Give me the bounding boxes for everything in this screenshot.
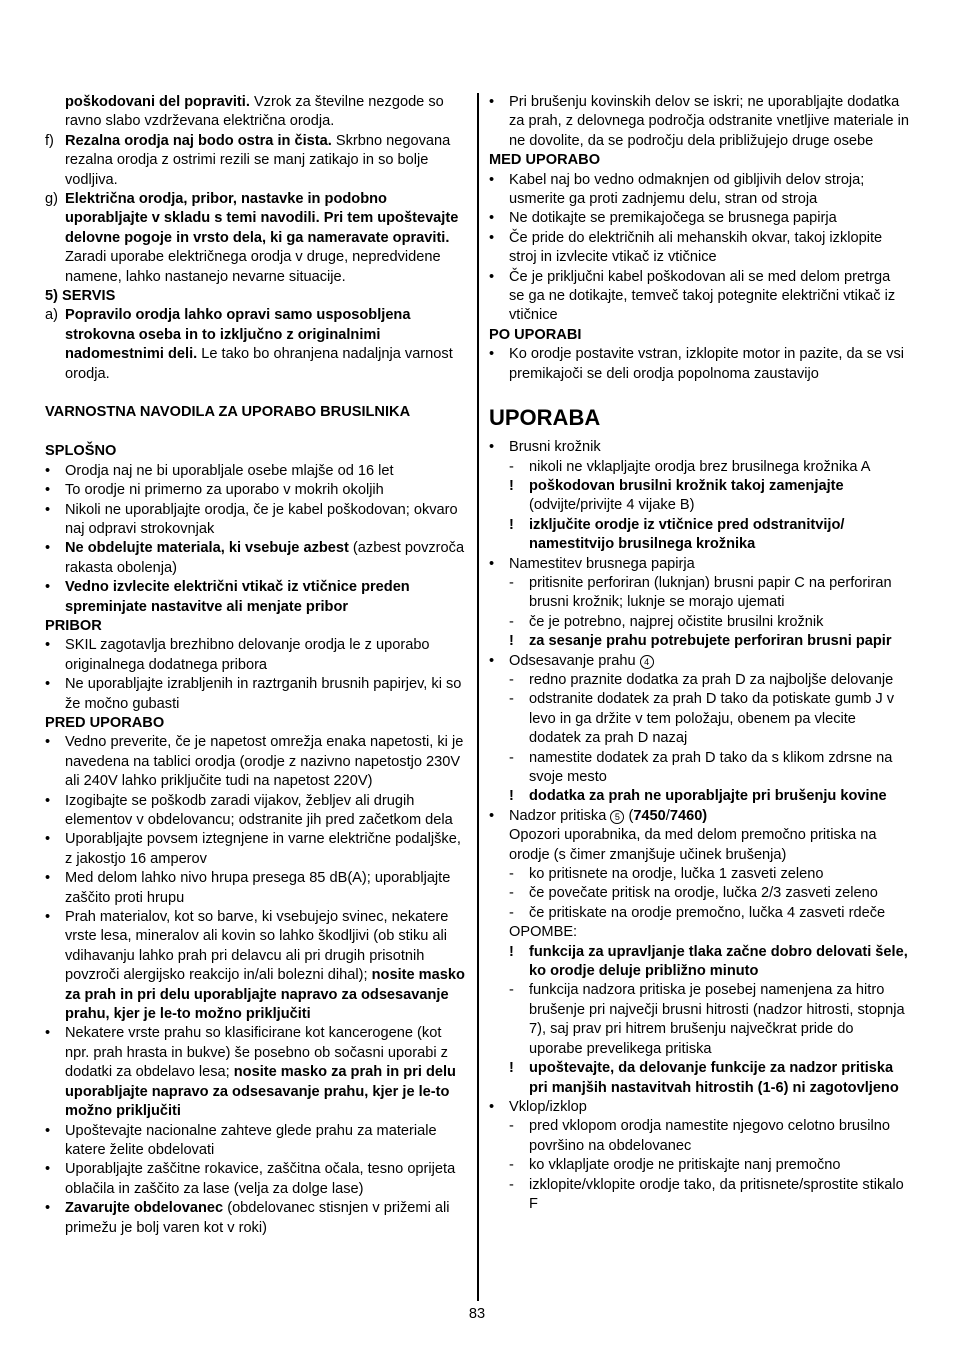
spacer <box>45 423 467 442</box>
right-column <box>489 93 909 1214</box>
list-item <box>45 539 467 578</box>
list-item <box>489 1098 909 1117</box>
item-marker: • <box>45 579 51 596</box>
sub-list-item <box>509 613 909 632</box>
text: Nekatere vrste prahu so klasificirane kot kancerogene (kot npr. prah hrasta in bukve) še posebno ob sočasni uporabi z dodatki za obdelavo lesa; <box>65 1025 448 1081</box>
text: OPOMBE: <box>509 924 578 941</box>
bold-text: funkcija za upravljanje tlaka začne dobro delovati šele, ko orodje deluje približno minuto <box>529 943 908 980</box>
text: funkcija nadzora pritiska je posebej namenjena za hitro brušenje pri največji brusni hitrosti (nadzor hitrosti, stopnja 7), saj prav pri hitrem brušenju največkrat pride do uporabe prevelikega pritiska <box>529 982 905 1057</box>
warning-item <box>509 787 909 806</box>
item-marker: g) <box>45 191 58 208</box>
list-item <box>45 501 467 540</box>
item-marker: - <box>509 885 514 902</box>
section-heading: PRIBOR <box>45 617 102 634</box>
item-marker: - <box>509 1157 514 1174</box>
list-item <box>489 268 909 326</box>
text: Upoštevajte nacionalne zahteve glede prahu za materiale katere želite obdelovati <box>65 1122 437 1158</box>
item-marker: • <box>45 637 51 654</box>
text: namestite dodatek za prah D tako da s klikom zdrsne na svoje mesto <box>529 749 893 785</box>
item-text <box>529 633 892 649</box>
text: Če pride do električnih ali mehanskih okvar, takoj izklopite stroj in izvlecite vtikač iz vtičnice <box>509 229 883 266</box>
text: Uporabljajte zaščitne rokavice, zaščitna očala, tesno oprijeta oblačila in zaščito za lase (velja za dolge lase) <box>65 1161 456 1197</box>
text: ( <box>624 807 634 824</box>
text: Vzrok za številne nezgode so ravno slabo vzdrževana električna orodja. <box>65 94 444 130</box>
text: ko vklapljate orodje ne pritiskajte nanj premočno <box>529 1157 841 1174</box>
item-text <box>529 1060 899 1095</box>
text: Če je priključni kabel poškodovan ali se med delom pretrga se ga ne dotikajte, temveč takoj potegnite električni vtikač iz vtičnice <box>509 268 896 324</box>
sub-list-item <box>509 749 909 788</box>
item-marker: ! <box>509 943 514 960</box>
text: Nikoli ne uporabljajte orodja, če je kabel poškodovan; okvaro naj odpravi strokovnjak <box>65 501 458 537</box>
section-heading: PRED UPORABO <box>45 714 165 731</box>
item-marker: • <box>45 1200 51 1217</box>
bold-text: nosite masko za prah in pri delu uporabljajte napravo za odsesavanje prahu, kjer je le-to možno priključiti <box>65 967 465 1023</box>
warning-item <box>509 632 909 651</box>
item-text <box>65 909 465 1022</box>
item-marker: - <box>509 904 514 921</box>
item-marker: • <box>45 1122 51 1139</box>
bold-text: izključite orodje iz vtičnice pred odstranitvijo/ namestitvijo brusilnega krožnika <box>529 516 845 553</box>
section-heading: 5) SERVIS <box>45 288 116 305</box>
item-text <box>509 653 654 669</box>
list-item <box>489 923 909 942</box>
item-marker: • <box>489 346 495 363</box>
text: pritisnite perforiran (luknjan) brusni papir C na perforiran brusni krožnik; luknje se morajo ujemati <box>529 574 892 611</box>
list-item <box>489 171 909 210</box>
sub-list-item <box>509 671 909 690</box>
item-marker: - <box>509 574 514 591</box>
list-item <box>489 555 909 574</box>
text: pred vklopom orodja namestite njegovo celotno brusilno površino na obdelovanec <box>529 1118 891 1154</box>
item-text <box>65 1200 449 1235</box>
item-text <box>65 637 430 672</box>
item-marker: • <box>45 831 51 848</box>
bold-text: nosite masko za prah in pri delu uporabljajte napravo za odsesavanje prahu, kjer je le-to možno priključiti <box>65 1064 456 1120</box>
item-text <box>65 870 450 905</box>
item-text <box>65 482 384 498</box>
text: Ne dotikajte se premikajočega se brusnega papirja <box>509 210 837 227</box>
item-marker: • <box>45 1025 51 1042</box>
item-marker: • <box>489 268 495 285</box>
item-text <box>509 94 909 149</box>
text: Nadzor pritiska <box>509 807 611 824</box>
bold-text: Električna orodja, pribor, nastavke in podobno uporabljajte v skladu s temi navodili. Pri tem upoštevajte delovne pogoje in vrsto dela, ki ga nameravate opraviti. <box>65 191 459 246</box>
item-text <box>529 517 844 552</box>
text: Prah materialov, kot so barve, ki vsebujejo svinec, nekatere vrste lesa, mineralov ali kovin so lahko škodljivi (ob stiku ali vdihavanju lahko prah pri delavcu ali pri drugih prisotnih povzroči alergijsko reakcijo in/ali bolezni dihal); <box>65 909 449 984</box>
list-item <box>45 1024 467 1121</box>
item-text <box>509 269 895 324</box>
section-heading: PO UPORABI <box>489 326 582 343</box>
item-text <box>65 831 461 866</box>
text: Opozori uporabnika, da med delom premočno pritiska na orodje (s čimer zmanjšuje učinek brušenja) <box>509 827 877 863</box>
item-text <box>509 210 837 226</box>
list-item <box>489 345 909 384</box>
item-text <box>529 1177 904 1212</box>
section-heading: SPLOŠNO <box>45 443 117 460</box>
item-text <box>65 1025 456 1119</box>
item-text <box>65 540 464 575</box>
list-item <box>45 733 467 791</box>
list-item <box>489 93 909 151</box>
item-marker: • <box>489 171 495 188</box>
text: Namestitev brusnega papirja <box>509 555 695 572</box>
bold-text: Rezalna orodja naj bodo ostra in čista. <box>65 132 332 149</box>
warning-item <box>509 1059 909 1098</box>
item-text <box>529 459 871 475</box>
text: če povečate pritisk na orodje, lučka 2/3 zasveti zeleno <box>529 885 878 902</box>
text: Le tako bo ohranjena nadaljnja varnost orodja. <box>65 346 453 382</box>
item-marker: • <box>45 734 51 751</box>
bold-text: 7460) <box>669 807 708 824</box>
item-marker: a) <box>45 307 58 324</box>
text: / <box>665 807 670 824</box>
item-marker: ! <box>509 1060 514 1077</box>
item-marker: • <box>45 501 51 518</box>
list-item <box>45 636 467 675</box>
bold-text: Vedno izvlecite električni vtikač iz vtičnice preden spreminjate nastavitve ali menjate pribor <box>65 579 410 615</box>
chapter-title: UPORABA <box>489 405 601 431</box>
bold-text: poškodovan brusilni krožnik takoj zamenjajte <box>529 477 844 494</box>
item-text <box>65 94 444 129</box>
list-item <box>489 229 909 268</box>
item-marker: - <box>509 1176 514 1193</box>
item-text <box>529 1118 890 1153</box>
sub-list-item <box>509 981 909 1059</box>
left-column <box>45 93 467 1238</box>
text: Vedno preverite, če je napetost omrežja enaka napetosti, ki je navedena na tablici orodja (orodje z nazivno napetostjo 230V ali 240V lahko priključite tudi na napetost 220V) <box>65 734 464 790</box>
item-text <box>509 346 904 381</box>
item-text <box>529 944 908 979</box>
item-marker: ! <box>509 633 514 650</box>
bold-text: Popravilo orodja lahko opravi samo usposobljena strokovna oseba in to izključno z originalnimi nadomestnimi deli. <box>65 307 411 363</box>
item-marker: • <box>489 439 495 456</box>
item-marker: • <box>489 210 495 227</box>
item-text <box>529 691 894 746</box>
list-item <box>45 869 467 908</box>
bold-text: 7450 <box>633 807 666 824</box>
warning-item <box>509 943 909 982</box>
bold-text: Ne obdelujte materiala, ki vsebuje azbest <box>65 540 349 557</box>
item-marker: • <box>45 792 51 809</box>
sub-list-item <box>509 865 909 884</box>
column-divider <box>477 93 479 1301</box>
list-item <box>45 306 467 384</box>
sub-list-item <box>509 574 909 613</box>
item-marker: - <box>509 1118 514 1135</box>
item-marker: ! <box>509 788 514 805</box>
item-text <box>65 734 463 789</box>
item-marker: • <box>45 540 51 557</box>
text: Brusni krožnik <box>509 439 601 456</box>
item-marker: ! <box>509 477 514 494</box>
item-text <box>65 191 458 285</box>
bold-text: Zavarujte obdelovanec <box>65 1200 224 1217</box>
text: Kabel naj bo vedno odmaknjen od gibljivih delov stroja; usmerite ga proti zadnjemu delu, stran od stroja <box>509 171 865 208</box>
list-item <box>45 462 467 481</box>
item-text <box>509 827 876 862</box>
bold-text: za sesanje prahu potrebujete perforiran brusni papir <box>529 633 892 650</box>
item-marker: - <box>509 691 514 708</box>
item-text <box>65 502 458 537</box>
item-text <box>529 614 823 630</box>
list-item <box>45 190 467 287</box>
item-marker: - <box>509 749 514 766</box>
list-item <box>45 675 467 714</box>
text: Orodja naj ne bi uporabljale osebe mlajše od 16 let <box>65 462 394 479</box>
text: Pri brušenju kovinskih delov se iskri; ne uporabljajte dodatka za prah, z delovnega področja odstranite vnetljive materiale in ne dovolite, da se področju dela približujejo druge osebe <box>509 94 909 149</box>
item-text <box>529 478 844 513</box>
list-item <box>45 481 467 500</box>
bold-text: poškodovani del popraviti. <box>65 94 250 110</box>
bold-text: upoštevajte, da delovanje funkcije za nadzor pritiska pri manjših nastavitvah hitrostih (1-6) ni zagotovljeno <box>529 1060 899 1096</box>
item-text <box>65 676 461 711</box>
sub-list-item <box>509 884 909 903</box>
list-item <box>45 1122 467 1161</box>
list-item <box>489 438 909 457</box>
sub-list-item <box>509 458 909 477</box>
text: če pritiskate na orodje premočno, lučka 4 zasveti rdeče <box>529 904 886 921</box>
item-text <box>509 172 864 207</box>
item-marker: • <box>489 229 495 246</box>
item-marker: f) <box>45 132 54 149</box>
item-marker: ! <box>509 516 514 533</box>
item-text <box>509 230 882 265</box>
sub-list-item <box>509 1117 909 1156</box>
spacer <box>45 384 467 403</box>
sub-list-item <box>509 690 909 748</box>
item-text <box>509 808 707 824</box>
warning-item <box>509 477 909 516</box>
item-marker: • <box>45 909 51 926</box>
item-text <box>65 307 453 381</box>
item-text <box>65 579 410 614</box>
item-marker: - <box>509 458 514 475</box>
sub-list-item <box>509 1156 909 1175</box>
item-marker: • <box>489 1098 495 1115</box>
text: Vklop/izklop <box>509 1098 587 1115</box>
item-marker: - <box>509 613 514 630</box>
item-marker: • <box>45 676 51 693</box>
item-text <box>529 788 887 804</box>
item-text <box>509 439 601 455</box>
item-text <box>529 905 885 921</box>
item-marker: - <box>509 866 514 883</box>
text: SKIL zagotavlja brezhibno delovanje orodja le z uporabo originalnega dodatnega pribora <box>65 637 430 673</box>
item-text <box>509 924 577 940</box>
item-text <box>65 1161 455 1196</box>
item-text <box>529 575 892 610</box>
item-marker: • <box>489 94 495 110</box>
item-marker: - <box>509 982 514 999</box>
sub-list-item <box>509 904 909 923</box>
item-marker: - <box>509 671 514 688</box>
text: (odvijte/privijte 4 vijake B) <box>529 497 695 514</box>
item-text <box>65 463 394 479</box>
list-item <box>45 830 467 869</box>
item-marker: • <box>489 807 495 824</box>
text: nikoli ne vklapljajte orodja brez brusilnega krožnika A <box>529 458 871 475</box>
item-marker: • <box>45 870 51 887</box>
section-heading: MED UPORABO <box>489 152 601 169</box>
text: Zaradi uporabe električnega orodja v druge, nepredvidene namene, lahko nastanejo nevarne situacije. <box>65 249 441 285</box>
list-item <box>489 826 909 865</box>
sub-list-item <box>509 1176 909 1215</box>
item-text <box>529 750 892 785</box>
item-text <box>529 866 823 882</box>
item-marker: • <box>45 462 51 479</box>
list-item <box>489 209 909 228</box>
item-text <box>65 133 450 188</box>
text: (obdelovanec stisnjen v prižemi ali primežu je bolj varen kot v roki) <box>65 1200 450 1236</box>
list-item <box>45 93 467 132</box>
text: Izogibajte se poškodb zaradi vijakov, žebljev ali drugih elementov v obdelovancu; odstranite jih pred začetkom dela <box>65 792 453 828</box>
text: Odsesavanje prahu <box>509 652 640 669</box>
item-text <box>509 556 695 572</box>
text: To orodje ni primerno za uporabo v mokrih okoljih <box>65 482 384 499</box>
text: odstranite dodatek za prah D tako da potiskate gumb J v levo in ga držite v tem položaju, obenem pa vlecite dodatek za prah D nazaj <box>529 691 895 747</box>
item-text <box>529 1157 841 1173</box>
text: Ne uporabljajte izrabljenih in raztrganih brusnih papirjev, ki so že močno gubasti <box>65 676 462 712</box>
item-text <box>65 1123 437 1158</box>
page-number: 83 <box>468 1306 486 1322</box>
text: Skrbno negovana rezalna orodja z ostrimi rezili se manj zatikajo in so bolje vodljiva. <box>65 132 451 188</box>
text: če je potrebno, najprej očistite brusilni krožnik <box>529 613 824 630</box>
text: Med delom lahko nivo hrupa presega 85 dB(A); uporabljajte zaščito proti hrupu <box>65 870 451 906</box>
item-marker: • <box>489 555 495 572</box>
list-item <box>45 1160 467 1199</box>
list-item <box>489 807 909 826</box>
list-item <box>45 578 467 617</box>
item-marker: • <box>489 652 495 669</box>
text: redno praznite dodatka za prah D za najboljše delovanje <box>529 671 894 688</box>
text: ko pritisnete na orodje, lučka 1 zasveti zeleno <box>529 866 824 883</box>
list-item <box>45 908 467 1024</box>
text: Uporabljajte povsem iztegnjene in varne električne podaljške, z jakostjo 16 amperov <box>65 831 461 867</box>
item-marker: • <box>45 482 51 499</box>
warning-item <box>509 516 909 555</box>
item-text <box>509 1099 587 1115</box>
item-text <box>529 672 893 688</box>
item-text <box>65 793 453 828</box>
item-text <box>529 885 878 901</box>
text: izklopite/vklopite orodje tako, da pritisnete/sprostite stikalo F <box>529 1176 904 1212</box>
section-heading: VARNOSTNA NAVODILA ZA UPORABO BRUSILNIKA <box>45 404 411 421</box>
item-marker: • <box>45 1161 51 1178</box>
list-item <box>45 792 467 831</box>
figure-reference-icon: 4 <box>640 655 654 669</box>
text: (azbest povzroča rakasta obolenja) <box>65 540 465 576</box>
list-item <box>45 1199 467 1238</box>
figure-reference-icon: 5 <box>610 810 624 824</box>
list-item <box>45 132 467 190</box>
text: Ko orodje postavite vstran, izklopite motor in pazite, da se vsi premikajoči se deli orodja popolnoma zaustavijo <box>509 346 905 382</box>
bold-text: dodatka za prah ne uporabljajte pri brušenju kovine <box>529 788 887 805</box>
item-text <box>529 982 905 1056</box>
list-item <box>489 652 909 671</box>
